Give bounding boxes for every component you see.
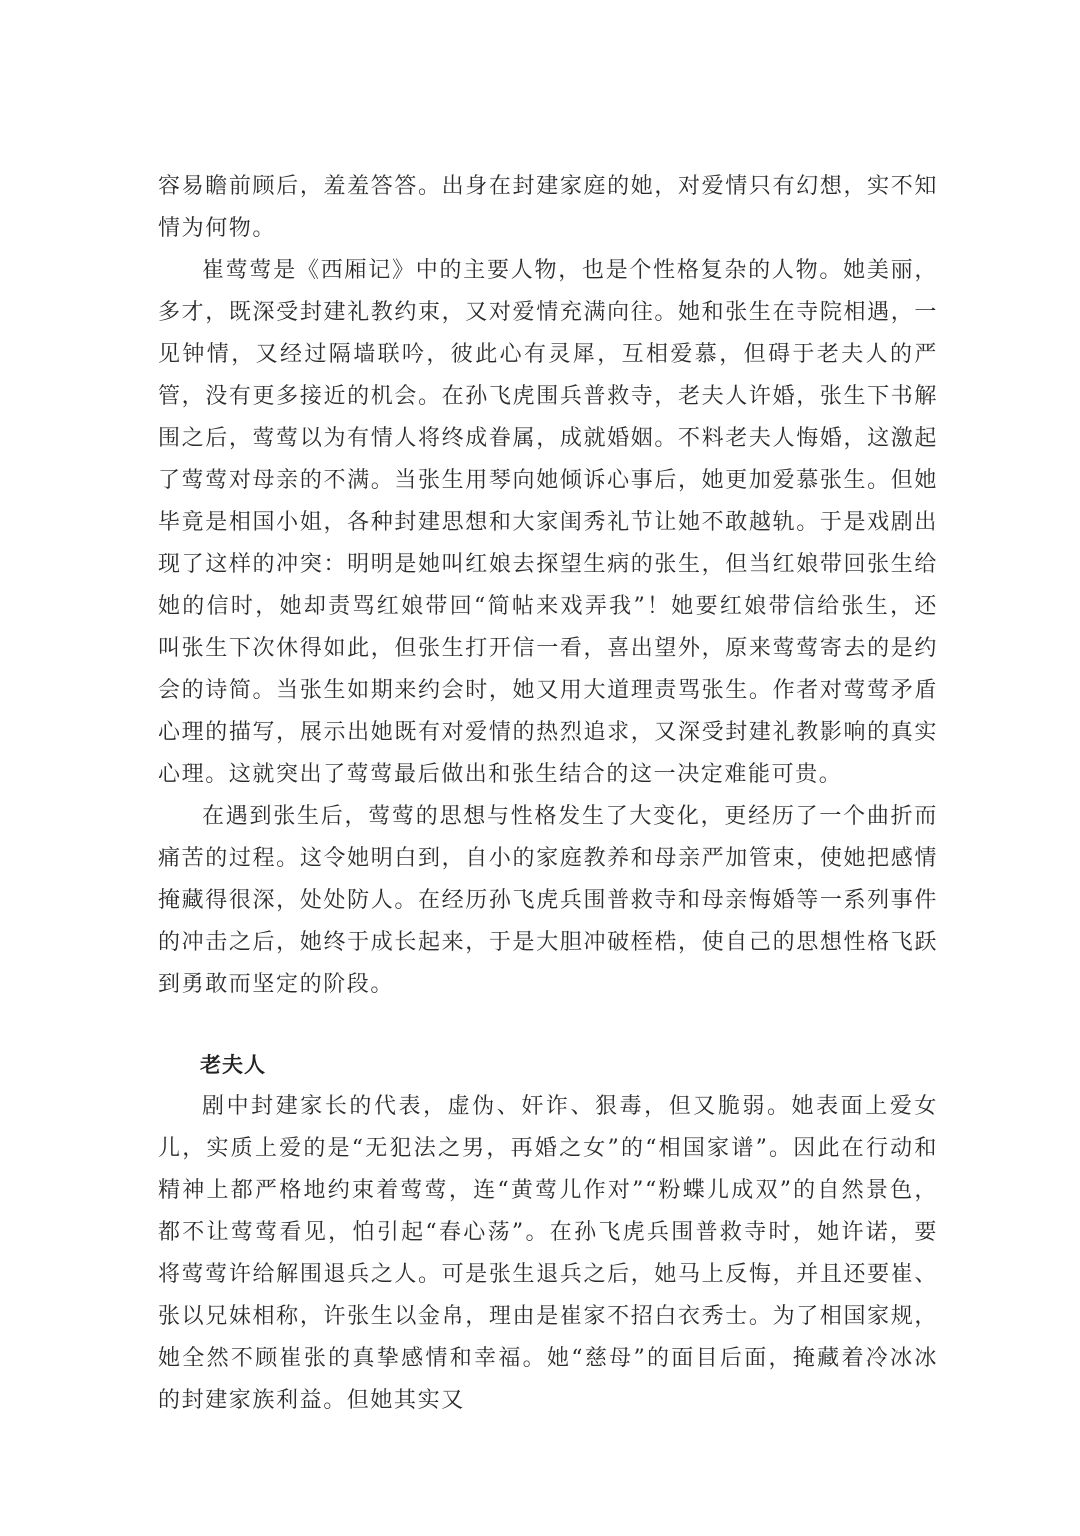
paragraph-cui-yingying-character: 崔莺莺是《西厢记》中的主要人物，也是个性格复杂的人物。她美丽，多才，既深受封建礼教约束，又对爱情充满向往。她和张生在寺院相遇，一见钟情，又经过隔墙联吟，彼此心有灵犀，互相爱慕，但碍于老夫人的严管，没有更多接近的机会。在孙飞虎围兵普救寺，老夫人许婚，张生下书解围之后，莺莺以为有情人将终成眷属，成就婚姻。不料老夫人悔婚，这激起了莺莺对母亲的不满。当张生用琴向她倾诉心事后，她更加爱慕张生。但她毕竟是相国小姐，各种封建思想和大家闺秀礼节让她不敢越轨。于是戏剧出现了这样的冲突：明明是她叫红娘去探望生病的张生，但当红娘带回张生给她的信时，她却责骂红娘带回“简帖来戏弄我”！她要红娘带信给张生，还叫张生下次休得如此，但张生打开信一看，喜出望外，原来莺莺寄去的是约会的诗简。当张生如期来约会时，她又用大道理责骂张生。作者对莺莺矛盾心理的描写，展示出她既有对爱情的热烈追求，又深受封建礼教影响的真实心理。这就突出了莺莺最后做出和张生结合的这一决定难能可贵。	[158, 258, 938, 787]
paragraph-yingying-growth: 在遇到张生后，莺莺的思想与性格发生了大变化，更经历了一个曲折而痛苦的过程。这令她明白到，自小的家庭教养和母亲严加管束，使她把感情掩藏得很深，处处防人。在经历孙飞虎兵围普救寺和母亲悔婚等一系列事件的冲击之后，她终于成长起来，于是大胆冲破桎梏，使自己的思想性格飞跃到勇敢而坚定的阶段。	[158, 804, 938, 997]
paragraph-lao-furen: 剧中封建家长的代表，虚伪、奸诈、狠毒，但又脆弱。她表面上爱女儿，实质上爱的是“无犯法之男，再婚之女”的“相国家谱”。因此在行动和精神上都严格地约束着莺莺，连“黄莺儿作对”“粉蝶儿成双”的自然景色，都不让莺莺看见，怕引起“春心荡”。在孙飞虎兵围普救寺时，她许诺，要将莺莺许给解围退兵之人。可是张生退兵之后，她马上反悔，并且还要崔、张以兄妹相称，许张生以金帛，理由是崔家不招白衣秀士。为了相国家规，她全然不顾崔张的真挚感情和幸福。她“慈母”的面目后面，掩藏着冷冰冰的封建家族利益。但她其实又	[158, 1094, 938, 1413]
section-spacer	[158, 1006, 938, 1044]
section-heading-lao-furen: 老夫人	[200, 1053, 266, 1077]
document-body	[158, 166, 938, 1422]
paragraph-continued: 容易瞻前顾后，羞羞答答。出身在封建家庭的她，对爱情只有幻想，实不知情为何物。	[158, 174, 938, 241]
